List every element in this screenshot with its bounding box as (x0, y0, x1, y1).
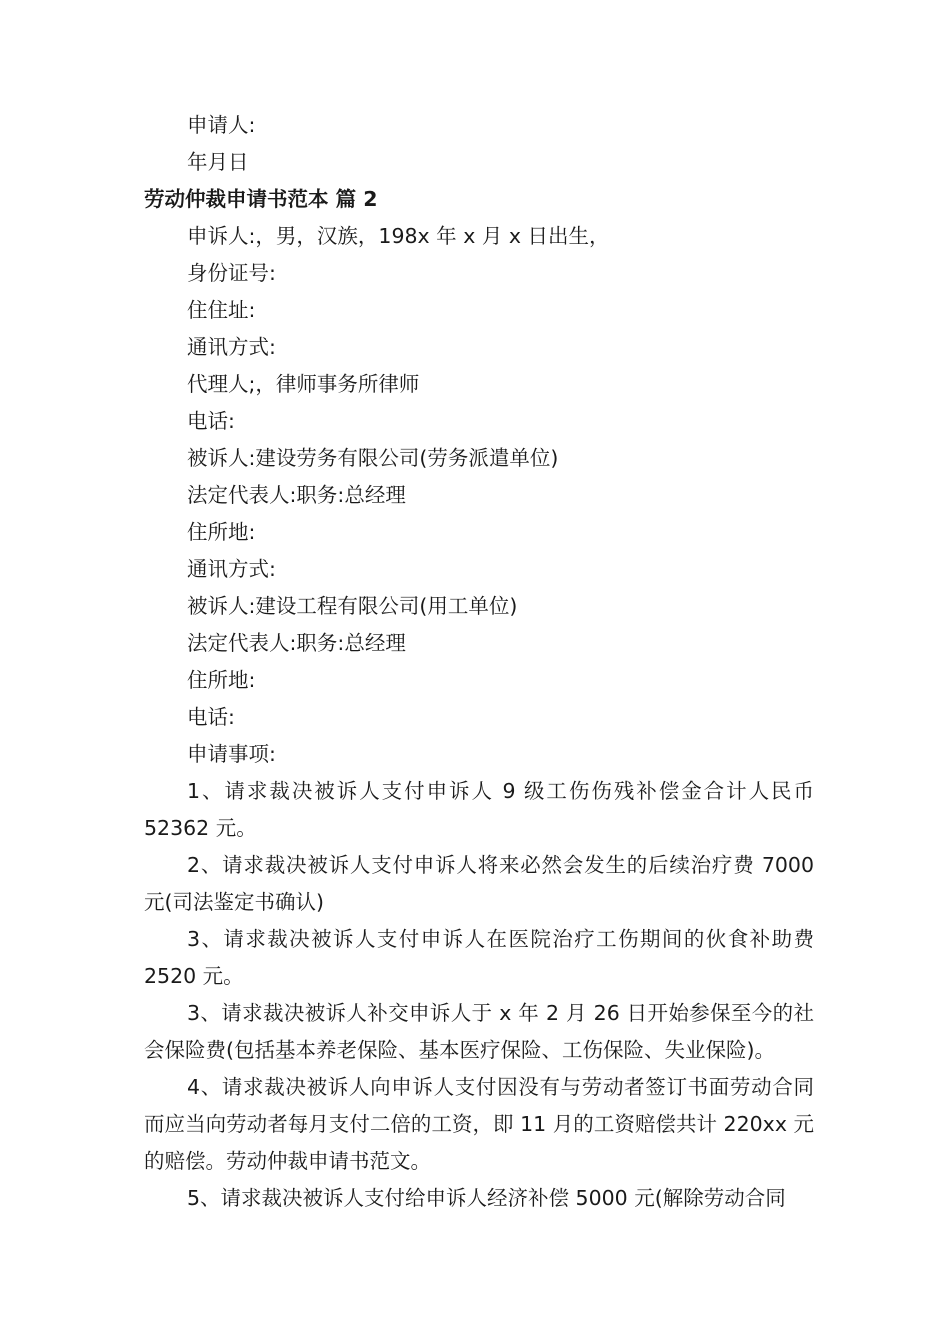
section-heading: 劳动仲裁申请书范本 篇 2 (144, 187, 378, 211)
contact-line-2: 通讯方式: (187, 557, 276, 581)
claim-item: 4、请求裁决被诉人向申诉人支付因没有与劳动者签订书面劳动合同而应当向劳动者每月支付二倍的工资，即 11 月的工资赔偿共计 220xx 元的赔偿。劳动仲裁申请书范文。 (144, 1075, 814, 1173)
date-line: 年月日 (187, 150, 249, 174)
legal-rep-line-1: 法定代表人:职务:总经理 (187, 483, 406, 507)
claim-item: 2、请求裁决被诉人支付申诉人将来必然会发生的后续治疗费 7000 元(司法鉴定书确认) (144, 853, 814, 914)
complainant-line: 申诉人:，男，汉族，198x 年 x 月 x 日出生， (187, 224, 610, 248)
claims-heading: 申请事项: (187, 742, 276, 766)
id-number-line: 身份证号: (187, 261, 276, 285)
residence-line-2: 住所地: (187, 668, 256, 692)
phone-line-2: 电话: (187, 705, 235, 729)
agent-line: 代理人;，律师事务所律师 (187, 372, 420, 396)
respondent-line-1: 被诉人:建设劳务有限公司(劳务派遣单位) (187, 446, 559, 470)
phone-line: 电话: (187, 409, 235, 433)
document-body (144, 107, 814, 1217)
claim-item: 3、请求裁决被诉人补交申诉人于 x 年 2 月 26 日开始参保至今的社会保险费(包括基本养老保险、基本医疗保险、工伤保险、失业保险)。 (144, 1001, 814, 1062)
legal-rep-line-2: 法定代表人:职务:总经理 (187, 631, 406, 655)
respondent-line-2: 被诉人:建设工程有限公司(用工单位) (187, 594, 518, 618)
applicant-line: 申请人: (187, 113, 256, 137)
claim-item: 1、请求裁决被诉人支付申诉人 9 级工伤伤残补偿金合计人民币 52362 元。 (144, 779, 814, 840)
address-line: 住住址: (187, 298, 256, 322)
contact-line: 通讯方式: (187, 335, 276, 359)
claim-item: 5、请求裁决被诉人支付给申诉人经济补偿 5000 元(解除劳动合同 (187, 1186, 786, 1210)
claim-item: 3、请求裁决被诉人支付申诉人在医院治疗工伤期间的伙食补助费 2520 元。 (144, 927, 814, 988)
residence-line-1: 住所地: (187, 520, 256, 544)
